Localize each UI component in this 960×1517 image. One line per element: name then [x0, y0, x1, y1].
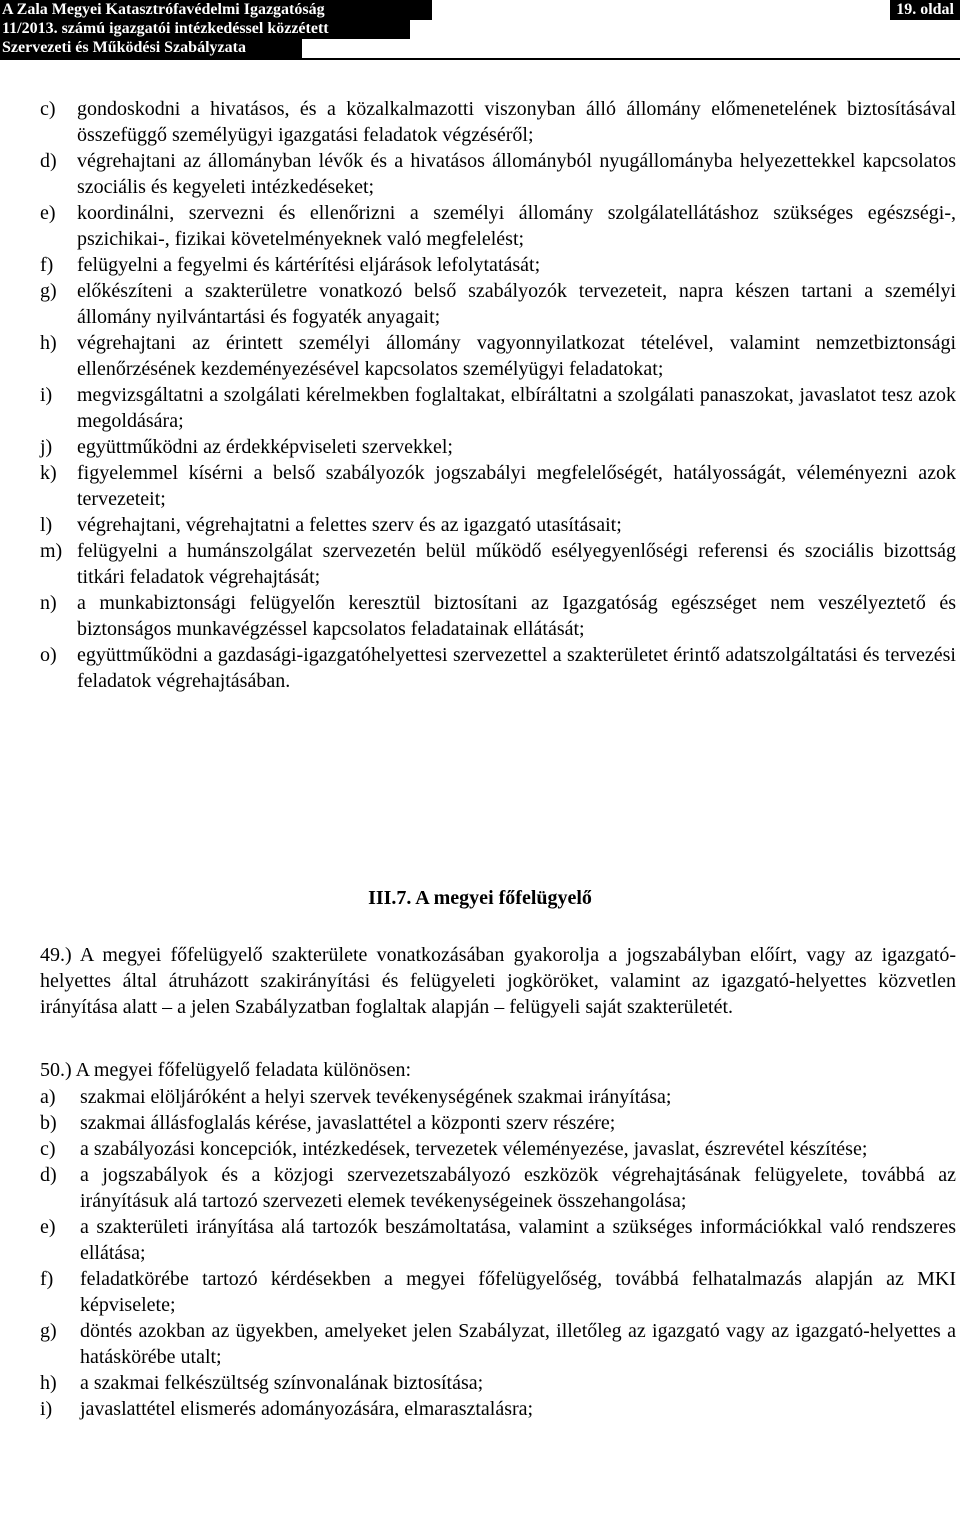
list-item-label: c) [40, 1138, 56, 1160]
page-header [0, 0, 960, 64]
list-item-text: végrehajtani, végrehajtatni a felettes szerv és az igazgató utasításait; [77, 514, 622, 536]
list-item-label: g) [40, 1320, 57, 1342]
list-item-label: h) [40, 1372, 57, 1394]
list-item-text: végrehajtani az állományban lévők és a hivatásos állományból nyugállományba helyezettekkel kapcsolatos szociális és kegyeleti intézkedéseket; [77, 150, 956, 198]
list-item [40, 1136, 956, 1162]
list-item-text: együttműködni az érdekképviseleti szervekkel; [77, 436, 453, 458]
list-item-text: döntés azokban az ügyekben, amelyeket jelen Szabályzat, illetőleg az igazgató vagy az igazgató-helyettes a hatáskörébe utalt; [80, 1320, 956, 1368]
list-item [40, 1396, 956, 1422]
list-item-text: javaslattétel elismerés adományozására, elmarasztalásra; [80, 1398, 534, 1420]
list-item-label: i) [40, 1398, 53, 1420]
list-item [40, 460, 956, 512]
paragraph-number: 49.) [40, 944, 72, 966]
paragraph-text: A megyei főfelügyelő szakterülete vonatkozásában gyakorolja a jogszabályban előírt, vagy az igazgató-helyettes által átruházott szakirányítási és felügyeleti jogköröket, valamint az igazgató-helyettes közvetlen irányítása alatt – a jelen Szabályzatban foglaltak alapján – felügyeli saját szakterületét. [40, 944, 957, 1018]
header-rule [0, 58, 960, 60]
list-item-label: e) [40, 1216, 56, 1238]
paragraph-number: 50.) [40, 1059, 72, 1081]
document-body [0, 96, 960, 694]
list-item-text: szakmai állásfoglalás kérése, javaslattétel a központi szerv részére; [80, 1112, 616, 1134]
list-item-text: megvizsgáltatni a szolgálati kérelmekben foglaltakat, elbíráltatni a szolgálati panaszokat, javaslatot tesz azok megoldására; [77, 384, 956, 432]
list-item-label: o) [40, 644, 57, 666]
list-item [40, 642, 956, 694]
paragraph-50 [40, 1057, 956, 1083]
list-item-label: f) [40, 1268, 54, 1290]
list-item [40, 590, 956, 642]
list-item-label: l) [40, 514, 53, 536]
list-item-label: g) [40, 280, 57, 302]
header-org-name: A Zala Megyei Katasztrófavédelmi Igazgatóság [2, 1, 325, 18]
list-item [40, 382, 956, 434]
list-item [40, 278, 956, 330]
list-item [40, 1162, 956, 1214]
list-item-text: a szakterületi irányítása alá tartozók beszámoltatása, valamint a szükséges információkkal való rendszeres ellátása; [80, 1216, 956, 1264]
list-item-text: a jogszabályok és a közjogi szervezetszabályozó eszközök végrehajtásának felügyelete, továbbá az irányításuk alá tartozó szervezeti elemek tevékenységeinek összehangolása; [80, 1164, 956, 1212]
list-item-text: felügyelni a humánszolgálat szervezetén belül működő esélyegyenlőségi referensi és szociális bizottság titkári feladatok végrehajtását; [77, 540, 956, 588]
list-item-label: f) [40, 254, 54, 276]
list-item-label: c) [40, 98, 56, 120]
list-item-label: b) [40, 1112, 57, 1134]
list-item [40, 1370, 956, 1396]
list-item [40, 96, 956, 148]
list-item [40, 434, 956, 460]
section-heading: III.7. A megyei főfelügyelő [368, 887, 592, 909]
list-item-label: i) [40, 384, 53, 406]
list-item-label: h) [40, 332, 57, 354]
list-item-text: együttműködni a gazdasági-igazgatóhelyettesi szervezettel a szakterületet érintő adatszolgáltatási és tervezési feladatok végrehajtásában. [77, 644, 956, 692]
list-item [40, 1110, 956, 1136]
list-item [40, 1266, 956, 1318]
header-decree: 11/2013. számú igazgatói intézkedéssel közzétett [2, 20, 329, 37]
list-item-label: k) [40, 462, 57, 484]
list-item-text: szakmai elöljáróként a helyi szervek tevékenységének szakmai irányítása; [80, 1086, 672, 1108]
list-item-text: a munkabiztonsági felügyelőn keresztül biztosítani az Igazgatóság egészséget nem veszélyeztető és biztonságos munkavégzéssel kapcsolatos feladatainak ellátását; [77, 592, 956, 640]
list-item-text: figyelemmel kísérni a belső szabályozók jogszabályi megfelelőségét, hatályosságát, véleményezni azok tervezeteit; [77, 462, 956, 510]
list-item [40, 200, 956, 252]
list-item-text: felügyelni a fegyelmi és kártérítési eljárások lefolytatását; [77, 254, 541, 276]
list-item-label: d) [40, 1164, 57, 1186]
list-item-label: a) [40, 1086, 56, 1108]
list-item-label: d) [40, 150, 57, 172]
paragraph-text: A megyei főfelügyelő feladata különösen: [75, 1059, 412, 1081]
list-item [40, 512, 956, 538]
list-item [40, 1318, 956, 1370]
header-doc-title: Szervezeti és Működési Szabályzata [2, 39, 246, 56]
list-item-text: gondoskodni a hivatásos, és a közalkalmazotti viszonyban álló állomány előmenetelének biztosításával összefüggő személyügyi igazgatási feladatok végzéséről; [77, 98, 956, 146]
page-number: 19. oldal [890, 0, 960, 20]
list-item-text: a szakmai felkészültség színvonalának biztosítása; [80, 1372, 484, 1394]
list-item [40, 538, 956, 590]
list-item-label: n) [40, 592, 57, 614]
list-item-text: előkészíteni a szakterületre vonatkozó belső szabályozók tervezeteit, napra készen tartani a személyi állomány nyilvántartási és fogyaték anyagait; [77, 280, 956, 328]
list-item [40, 1084, 956, 1110]
list-item [40, 148, 956, 200]
list-item-label: e) [40, 202, 56, 224]
list-item-text: koordinálni, szervezni és ellenőrizni a személyi állomány szolgálatellátáshoz szükséges egészségi-, pszichikai-, fizikai követelményeknek való megfelelést; [77, 202, 956, 250]
list-item-label: m) [40, 540, 63, 562]
list-item [40, 1214, 956, 1266]
list-item-text: végrehajtani az érintett személyi állomány vagyonnyilatkozat tételével, valamint nemzetbiztonsági ellenőrzésének kezdeményezésével kapcsolatos személyügyi feladatokat; [77, 332, 956, 380]
list-item [40, 330, 956, 382]
paragraph-49 [40, 942, 956, 1020]
list-item-text: feladatkörébe tartozó kérdésekben a megyei főfelügyelőség, továbbá felhatalmazás alapján az MKI képviselete; [80, 1268, 956, 1316]
list-item-text: a szabályozási koncepciók, intézkedések, tervezetek véleményezése, javaslat, észrevétel készítése; [80, 1138, 868, 1160]
duty-list [0, 1084, 960, 1422]
list-item-label: j) [40, 436, 53, 458]
list-item [40, 252, 956, 278]
